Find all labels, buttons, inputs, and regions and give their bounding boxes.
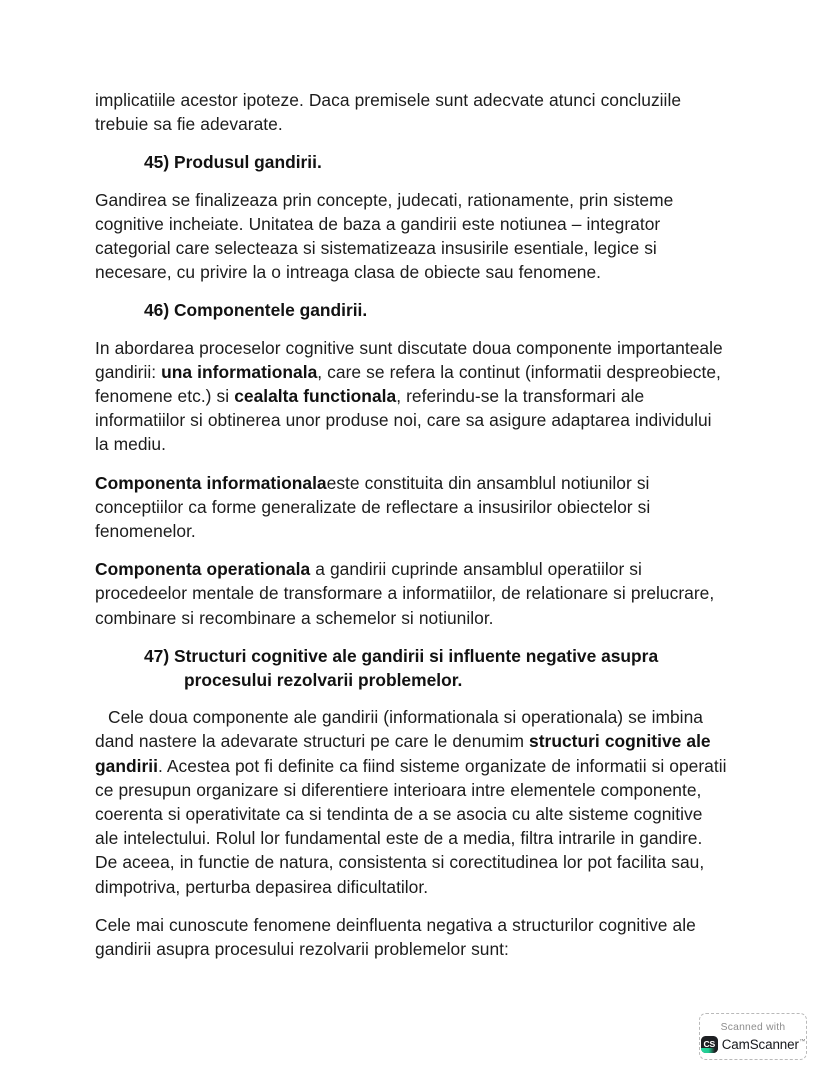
paragraph-produsul-gandirii: Gandirea se finalizeaza prin concepte, judecati, rationamente, prin sisteme cognitive incheiate. Unitatea de baza a gandirii este notiunea – integrator categorial care selecteaza si sistematizeaza insusirile esentiale, legice si necesare, cu privire la o intreaga clasa de obiecte sau fenomene. <box>95 189 674 283</box>
bold-run-structuri-cognitive-ale-gandirii: structuri cognitive ale gandirii <box>95 731 711 776</box>
text-run: a gandirii cuprinde ansamblul operatiilor si procedeelor mentale de transformare a informatiilor, de relationare si prelucrare, combinare si recombinare a schemelor si notiunilor. <box>95 559 715 628</box>
watermark-brand-name <box>722 1038 806 1051</box>
heading-46: 46) Componentele gandirii. <box>144 300 368 321</box>
document-text-column <box>95 88 727 975</box>
watermark-brand-row <box>701 1036 806 1053</box>
text-run: In abordarea proceselor cognitive sunt discutate doua componente importanteale gandirii: <box>95 337 723 382</box>
brand-text: CamScanner <box>721 1036 799 1052</box>
paragraph-componente-gandirii <box>95 336 727 457</box>
paragraph-componenta-operationala <box>95 557 727 630</box>
paragraph-fenomene-influenta-negativa: Cele mai cunoscute fenomene deinfluenta negativa a structurilor cognitive ale gandirii asupra procesului rezolvarii problemelor sunt: <box>95 914 696 960</box>
trademark-symbol: ™ <box>799 1039 806 1046</box>
paragraph-componenta-informationala <box>95 471 727 544</box>
paragraph-continuation: implicatiile acestor ipoteze. Daca premisele sunt adecvate atunci concluziile trebuie sa fie adevarate. <box>95 90 682 135</box>
heading-45: 45) Produsul gandirii. <box>144 152 322 173</box>
heading-47 <box>95 644 727 692</box>
camscanner-logo-icon <box>701 1036 718 1053</box>
bold-run-componenta-informationala: Componenta informationala <box>95 472 327 493</box>
text-run: , care se refera la continut (informatii despreobiecte, fenomene etc.) si <box>95 361 721 407</box>
text-run: , referindu-se la transformari ale informatiilor si obtinerea unor produse noi, care sa asigure adaptarea individului la mediu. <box>95 386 712 455</box>
text-run: Cele doua componente ale gandirii (informationala si operationala) se imbina dand nastere la adevarate structuri pe care le denumim <box>95 707 703 752</box>
bold-run-una-informationala: una informationala <box>161 361 318 382</box>
heading-47-line-2: procesului rezolvarii problemelor. <box>184 670 463 691</box>
text-run: este constituita din ansamblul notiunilor si conceptiilor ca forme generalizate de reflectare a insusirilor obiectelor si fenomenelor. <box>95 472 651 542</box>
text-run: . Acestea pot fi definite ca fiind sisteme organizate de informatii si operatii ce presupun organizare si diferentiere interioara intre elementele componente, coerenta si operativitate ca si tendinta de a se asocia cu alte sisteme cognitive ale intelectului. Rolul lor fundamental este de a media, filtra intrarile in gandire. De aceea, in functie de natura, consistenta si corectitudinea lor pot facilita sau, dimpotriva, perturba depasirea dificultatilor. <box>95 755 727 897</box>
bold-run-cealalta-functionala: cealalta functionala <box>234 386 397 407</box>
camscanner-watermark <box>699 1013 807 1060</box>
bold-run-componenta-operationala: Componenta operationala <box>95 559 311 580</box>
logo-initials: CS <box>703 1039 715 1050</box>
watermark-scanned-with-label: Scanned with <box>720 1022 786 1033</box>
paragraph-structuri-cognitive <box>95 705 727 899</box>
heading-47-line-1: 47) Structuri cognitive ale gandirii si influente negative asupra <box>144 645 659 666</box>
